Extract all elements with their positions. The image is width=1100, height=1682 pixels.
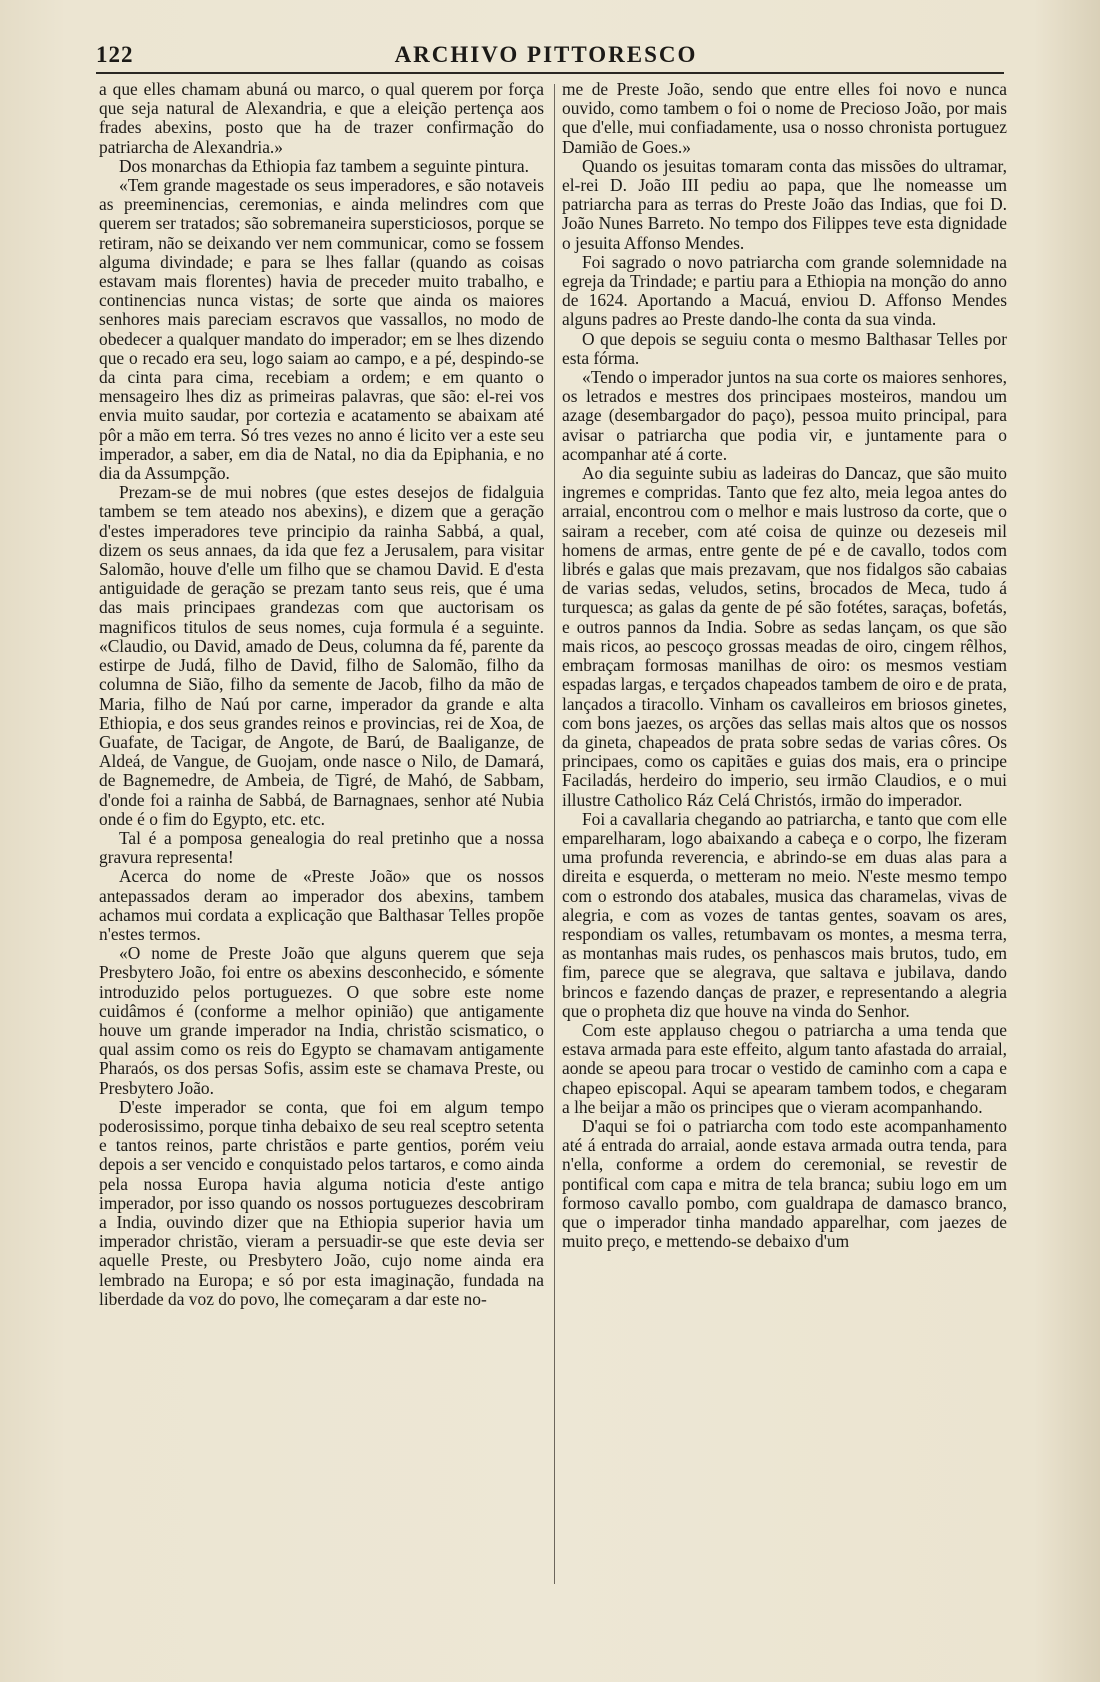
right-column [562, 80, 1007, 1251]
left-column-paragraph: Prezam-se de mui nobres (que estes desejos de fidalguia tambem se tem ateado nos abexins), e dizem que a geração d'estes imperadores teve principio da rainha Sabbá, a qual, dizem os seus annaes, da ida que fez a Jerusalem, para visitar Salomão, houve d'elle um filho que se chamou David. E d'esta antiguidade de geração se prezam tanto seus reis, que é uma das mais principaes grandezas com que auctorisam os magnificos titulos de seus nomes, cuja formula é a seguinte. «Claudio, ou David, amado de Deus, columna da fé, parente da estirpe de Judá, filho de David, filho de Salomão, filho da columna de Sião, filho da semente de Jacob, filho da mão de Maria, filho de Naú por carne, imperador da grande e alta Ethiopia, e dos seus grandes reinos e provincias, rei de Xoa, de Guafate, de Tacigar, de Angote, de Barú, de Baaliganze, de Aldeá, de Vangue, de Guojam, onde nasce o Nilo, de Damará, de Bagnemedre, de Ambeia, de Tigré, de Mahó, de Sabbam, d'onde foi a rainha de Sabbá, de Barnagnaes, senhor até Nubia onde é o fim do Egypto, etc. etc. [99, 482, 544, 829]
right-column-paragraph: O que depois se seguiu conta o mesmo Balthasar Telles por esta fórma. [562, 328, 1007, 368]
right-column-paragraph: «Tendo o imperador juntos na sua corte os maiores senhores, os letrados e mestres dos principaes mosteiros, mandou um azage (desembargador do paço), pessoa muito principal, para avisar o patriarcha que podia vir, e juntamente para o acompanhar até á corte. [562, 367, 1007, 464]
left-column-paragraph: a que elles chamam abuná ou marco, o qual querem por força que seja natural de Alexandria, e que a eleição pertença aos frades abexins, posto que ha de trazer confirmação do patriarcha de Alexandria.» [99, 79, 544, 157]
left-column-paragraph: D'este imperador se conta, que foi em algum tempo poderosissimo, porque tinha debaixo de seu real sceptro setenta e tantos reinos, parte christãos e parte gentios, porém veiu depois a ser vencido e conquistado pelos tartaros, e como ainda pela nossa Europa havia alguma noticia d'este antigo imperador, por isso quando os nossos portuguezes descobriram a India, ouvindo dizer que na Ethiopia superior havia um imperador christão, vieram a persuadir-se que este devia ser aquelle Preste, ou Presbytero João, cujo nome ainda era lembrado na Europa; e só por esta imaginação, fundada na liberdade da voz do povo, lhe começaram a dar este no- [99, 1096, 544, 1309]
right-column-paragraph: Com este applauso chegou o patriarcha a uma tenda que estava armada para este effeito, algum tanto afastada do arraial, aonde se apeou para trocar o vestido de caminho com a capa e chapeo episcopal. Aqui se apearam tambem todos, e chegaram a lhe beijar a mão os principes que o vieram acompanhando. [562, 1019, 1007, 1117]
header-rule [96, 72, 1004, 74]
running-title: ARCHIVO PITTORESCO [394, 42, 698, 67]
page-number: 122 [96, 42, 134, 67]
page-header [96, 40, 996, 70]
right-column-paragraph: Foi a cavallaria chegando ao patriarcha, e tanto que com elle emparelharam, logo abaixando a cabeça e o corpo, lhe fizeram uma profunda reverencia, e abrindo-se em duas alas para a direita e esquerda, o metteram no meio. N'este mesmo tempo com o estrondo dos atabales, musica das charamelas, vivas de alegria, e com as vozes de tantas gentes, soavam os ares, respondiam os valles, retumbavam os montes, a mesma terra, as montanhas mais rudes, os penhascos mais brutos, tudo, em fim, parece que se alegrava, que saltava e jubilava, dando brincos e fazendo danças de prazer, e representando a alegria que o propheta diz que houve na vinda do Senhor. [562, 808, 1007, 1021]
left-column-paragraph: Dos monarchas da Ethiopia faz tambem a seguinte pintura. [119, 155, 529, 176]
left-column [99, 80, 544, 1309]
left-column-paragraph: Tal é a pomposa genealogia do real pretinho que a nossa gravura representa! [99, 827, 544, 868]
left-column-paragraph: Acerca do nome de «Preste João» que os nossos antepassados deram ao imperador dos abexins, tambem achamos mui cordata a explicação que Balthasar Telles propõe n'estes termos. [99, 866, 544, 944]
right-column-paragraph: Foi sagrado o novo patriarcha com grande solemnidade na egreja da Trindade; e partiu para a Ethiopia na monção do anno de 1624. Aportando a Macuá, enviou D. Affonso Mendes alguns padres ao Preste dando-lhe conta da sua vinda. [562, 251, 1007, 330]
right-column-paragraph: me de Preste João, sendo que entre elles foi novo e nunca ouvido, como tambem o foi o nome de Precioso João, por mais que d'elle, mui confiadamente, usa o nosso chronista portuguez Damião de Goes.» [562, 79, 1007, 157]
right-column-paragraph: Quando os jesuitas tomaram conta das missões do ultramar, el-rei D. João III pediu ao papa, que lhe nomeasse um patriarcha para as terras do Preste João das Indias, que foi D. João Nunes Barreto. No tempo dos Filippes teve esta dignidade o jesuita Affonso Mendes. [562, 155, 1007, 253]
column-divider [554, 84, 555, 1584]
left-column-paragraph: «O nome de Preste João que alguns querem que seja Presbytero João, foi entre os abexins desconhecido, e sómente introduzido pelos portuguezes. O que sobre este nome cuidâmos é (conforme a melhor opinião) que antigamente houve um grande imperador na India, christão scismatico, o qual assim como os reis do Egypto se chamavam antigamente Pharaós, os dos persas Sofis, assim este se chamava Preste, ou Presbytero João. [99, 943, 544, 1098]
right-column-paragraph: D'aqui se foi o patriarcha com todo este acompanhamento até á entrada do arraial, aonde estava armada outra tenda, para n'ella, conforme a ordem do ceremonial, se revestir de pontifical com capa e mitra de tela branca; subiu logo em um formoso cavallo pombo, com gualdrapa de damasco branco, que o imperador tinha mandado apparelhar, com jaezes de muito preço, e mettendo-se debaixo d'um [562, 1115, 1007, 1252]
right-column-paragraph: Ao dia seguinte subiu as ladeiras do Dancaz, que são muito ingremes e compridas. Tanto que fez alto, meia legoa antes do arraial, encontrou com o melhor e mais lustroso da corte, que o sairam a receber, com até coisa de quinze ou dezeseis mil homens de armas, entre gente de pé e de cavallo, todos com librés e galas que mais prezavam, que nos fidalgos são cabaias de varias sedas, veludos, setins, brocados de Meca, tudo á turquesca; as galas da gente de pé são fotétes, saraças, bofetás, e outros pannos da India. Sobre as sedas lançam, os que são mais ricos, ao pescoço grossas meadas de oiro, cingem rêlhos, embraçam formosas manilhas de oiro: os mesmos vestiam espadas largas, e terçados chapeados tambem de oiro e de prata, lançados a tiracollo. Vinham os cavalleiros em briosos ginetes, com bons jaezes, os arções das sellas mais altos que os nossos da gineta, chapeados de prata sobre sedas de varias côres. Os principaes, como os capitães e guias dos mais, era o principe Faciladás, herdeiro do imperio, seu irmão Claudios, e o mui illustre Catholico Ráz Celá Christós, irmão do imperador. [562, 463, 1007, 810]
left-column-paragraph: «Tem grande magestade os seus imperadores, e são notaveis as preeminencias, ceremonias, e ainda melindres com que querem ser tratados; são sobremaneira supersticiosos, porque se retiram, não se deixando ver nem communicar, como se fossem alguma divindade; e para se lhes fallar (quando as coisas estavam mais florentes) havia de preceder muito trabalho, e continencias nunca vistas; de sorte que ainda os maiores senhores mais pareciam escravos que vassallos, no modo de obedecer a qualquer mandato do imperador; em se lhes dizendo que o recado era seu, logo saiam ao campo, e a pé, despindo-se da cinta para cima, recebiam a ordem; e em quanto o mensageiro lhes diz as primeiras palavras, que são: el-rei vos envia muito saudar, por cortezia e acatamento se abaixam até pôr a mão em terra. Só tres vezes no anno é licito ver a este seu imperador, a saber, em dia de Natal, no dia da Epiphania, e no dia da Assumpção. [99, 175, 544, 484]
